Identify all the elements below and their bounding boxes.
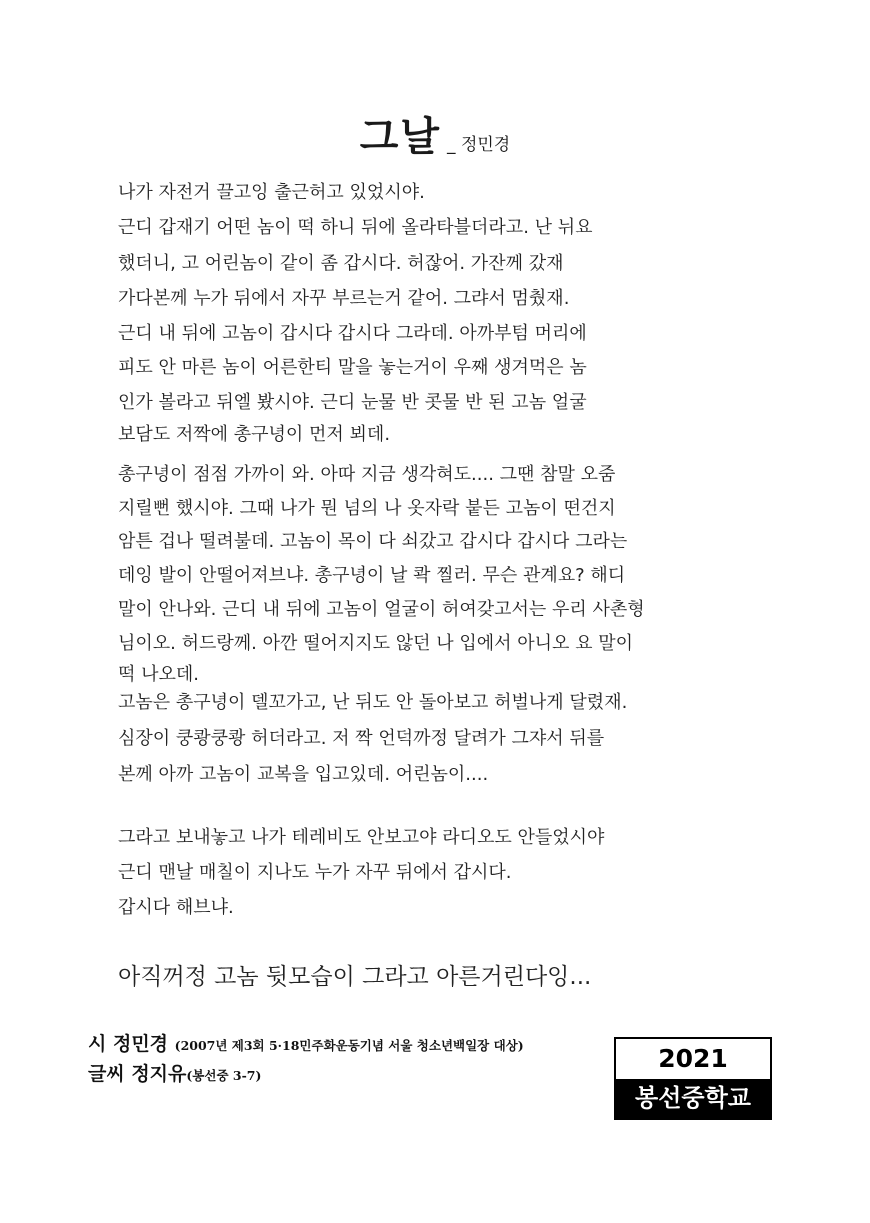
school-year: 2021 bbox=[616, 1039, 770, 1079]
credits bbox=[88, 1030, 524, 1090]
poem-line: 보담도 저짝에 총구녕이 먼저 뵈데. bbox=[118, 424, 391, 445]
calligrapher-note: (봉선중 3-7) bbox=[186, 1068, 262, 1083]
poem-line: 가다본께 누가 뒤에서 자꾸 부르는거 같어. 그랴서 멈췄재. bbox=[118, 288, 570, 309]
poem-line: 했더니, 고 어린놈이 같이 좀 갑시다. 허잖어. 가잔께 갔재 bbox=[118, 253, 564, 274]
poem-line: 심장이 쿵쾅쿵쾅 허더라고. 저 짝 언덕까정 달려가 그쟈서 뒤를 bbox=[118, 728, 605, 749]
poem-line: 데잉 발이 안떨어져브냐. 총구녕이 날 콱 찔러. 무슨 관계요? 해디 bbox=[118, 565, 626, 586]
poet-credit bbox=[88, 1030, 524, 1060]
poem-line: 갑시다 해브냐. bbox=[118, 897, 234, 918]
poem-author: _ 정민경 bbox=[447, 135, 511, 155]
calligrapher-label: 글씨 정지유 bbox=[88, 1063, 187, 1085]
calligrapher-credit bbox=[88, 1060, 524, 1090]
poem-line: 말이 안나와. 근디 내 뒤에 고놈이 얼굴이 허여갖고서는 우리 사촌형 bbox=[118, 599, 645, 620]
poem-line: 근디 내 뒤에 고놈이 갑시다 갑시다 그라데. 아까부텀 머리에 bbox=[118, 323, 587, 344]
poet-label: 시 정민경 bbox=[88, 1033, 169, 1055]
poem-line: 근디 맨날 매칠이 지나도 누가 자꾸 뒤에서 갑시다. bbox=[118, 862, 512, 883]
poem-line: 떡 나오데. bbox=[118, 664, 199, 685]
poem-line: 나가 자전거 끌고잉 출근허고 있었시야. bbox=[118, 182, 425, 203]
poem-line: 고놈은 총구녕이 델꼬가고, 난 뒤도 안 돌아보고 허벌나게 달렸재. bbox=[118, 692, 628, 713]
poem-line: 아직꺼정 고놈 뒷모습이 그라고 아른거린다잉... bbox=[118, 964, 592, 990]
school-badge bbox=[614, 1037, 772, 1120]
poem-title: 그날 bbox=[359, 114, 442, 160]
poem-line: 근디 갑재기 어떤 놈이 떡 하니 뒤에 올라타블더라고. 난 뉘요 bbox=[118, 217, 593, 238]
poet-note: (2007년 제3회 5·18민주화운동기념 서울 청소년백일장 대상) bbox=[174, 1038, 524, 1053]
poem-line: 인가 볼라고 뒤엘 봤시야. 근디 눈물 반 콧물 반 된 고놈 얼굴 bbox=[118, 392, 587, 413]
poem-line: 암튼 겁나 떨려불데. 고놈이 목이 다 쇠갔고 갑시다 갑시다 그라는 bbox=[118, 531, 628, 552]
poem-line: 님이오. 허드랑께. 아깐 떨어지지도 않던 나 입에서 아니오 요 말이 bbox=[118, 633, 634, 654]
school-name: 봉선중학교 bbox=[616, 1079, 770, 1118]
poem-line: 그라고 보내놓고 나가 테레비도 안보고야 라디오도 안들었시야 bbox=[118, 827, 605, 848]
poem-line: 지릴뻔 했시야. 그때 나가 뭔 넘의 나 옷자락 붙든 고놈이 떤건지 bbox=[118, 498, 616, 519]
poem-heading bbox=[0, 105, 870, 162]
poem-line: 본께 아까 고놈이 교복을 입고있데. 어린놈이.... bbox=[118, 764, 489, 785]
poem-line: 피도 안 마른 놈이 어른한티 말을 놓는거이 우째 생겨먹은 놈 bbox=[118, 357, 587, 378]
poem-line: 총구녕이 점점 가까이 와. 아따 지금 생각혀도.... 그땐 참말 오줌 bbox=[118, 464, 616, 485]
